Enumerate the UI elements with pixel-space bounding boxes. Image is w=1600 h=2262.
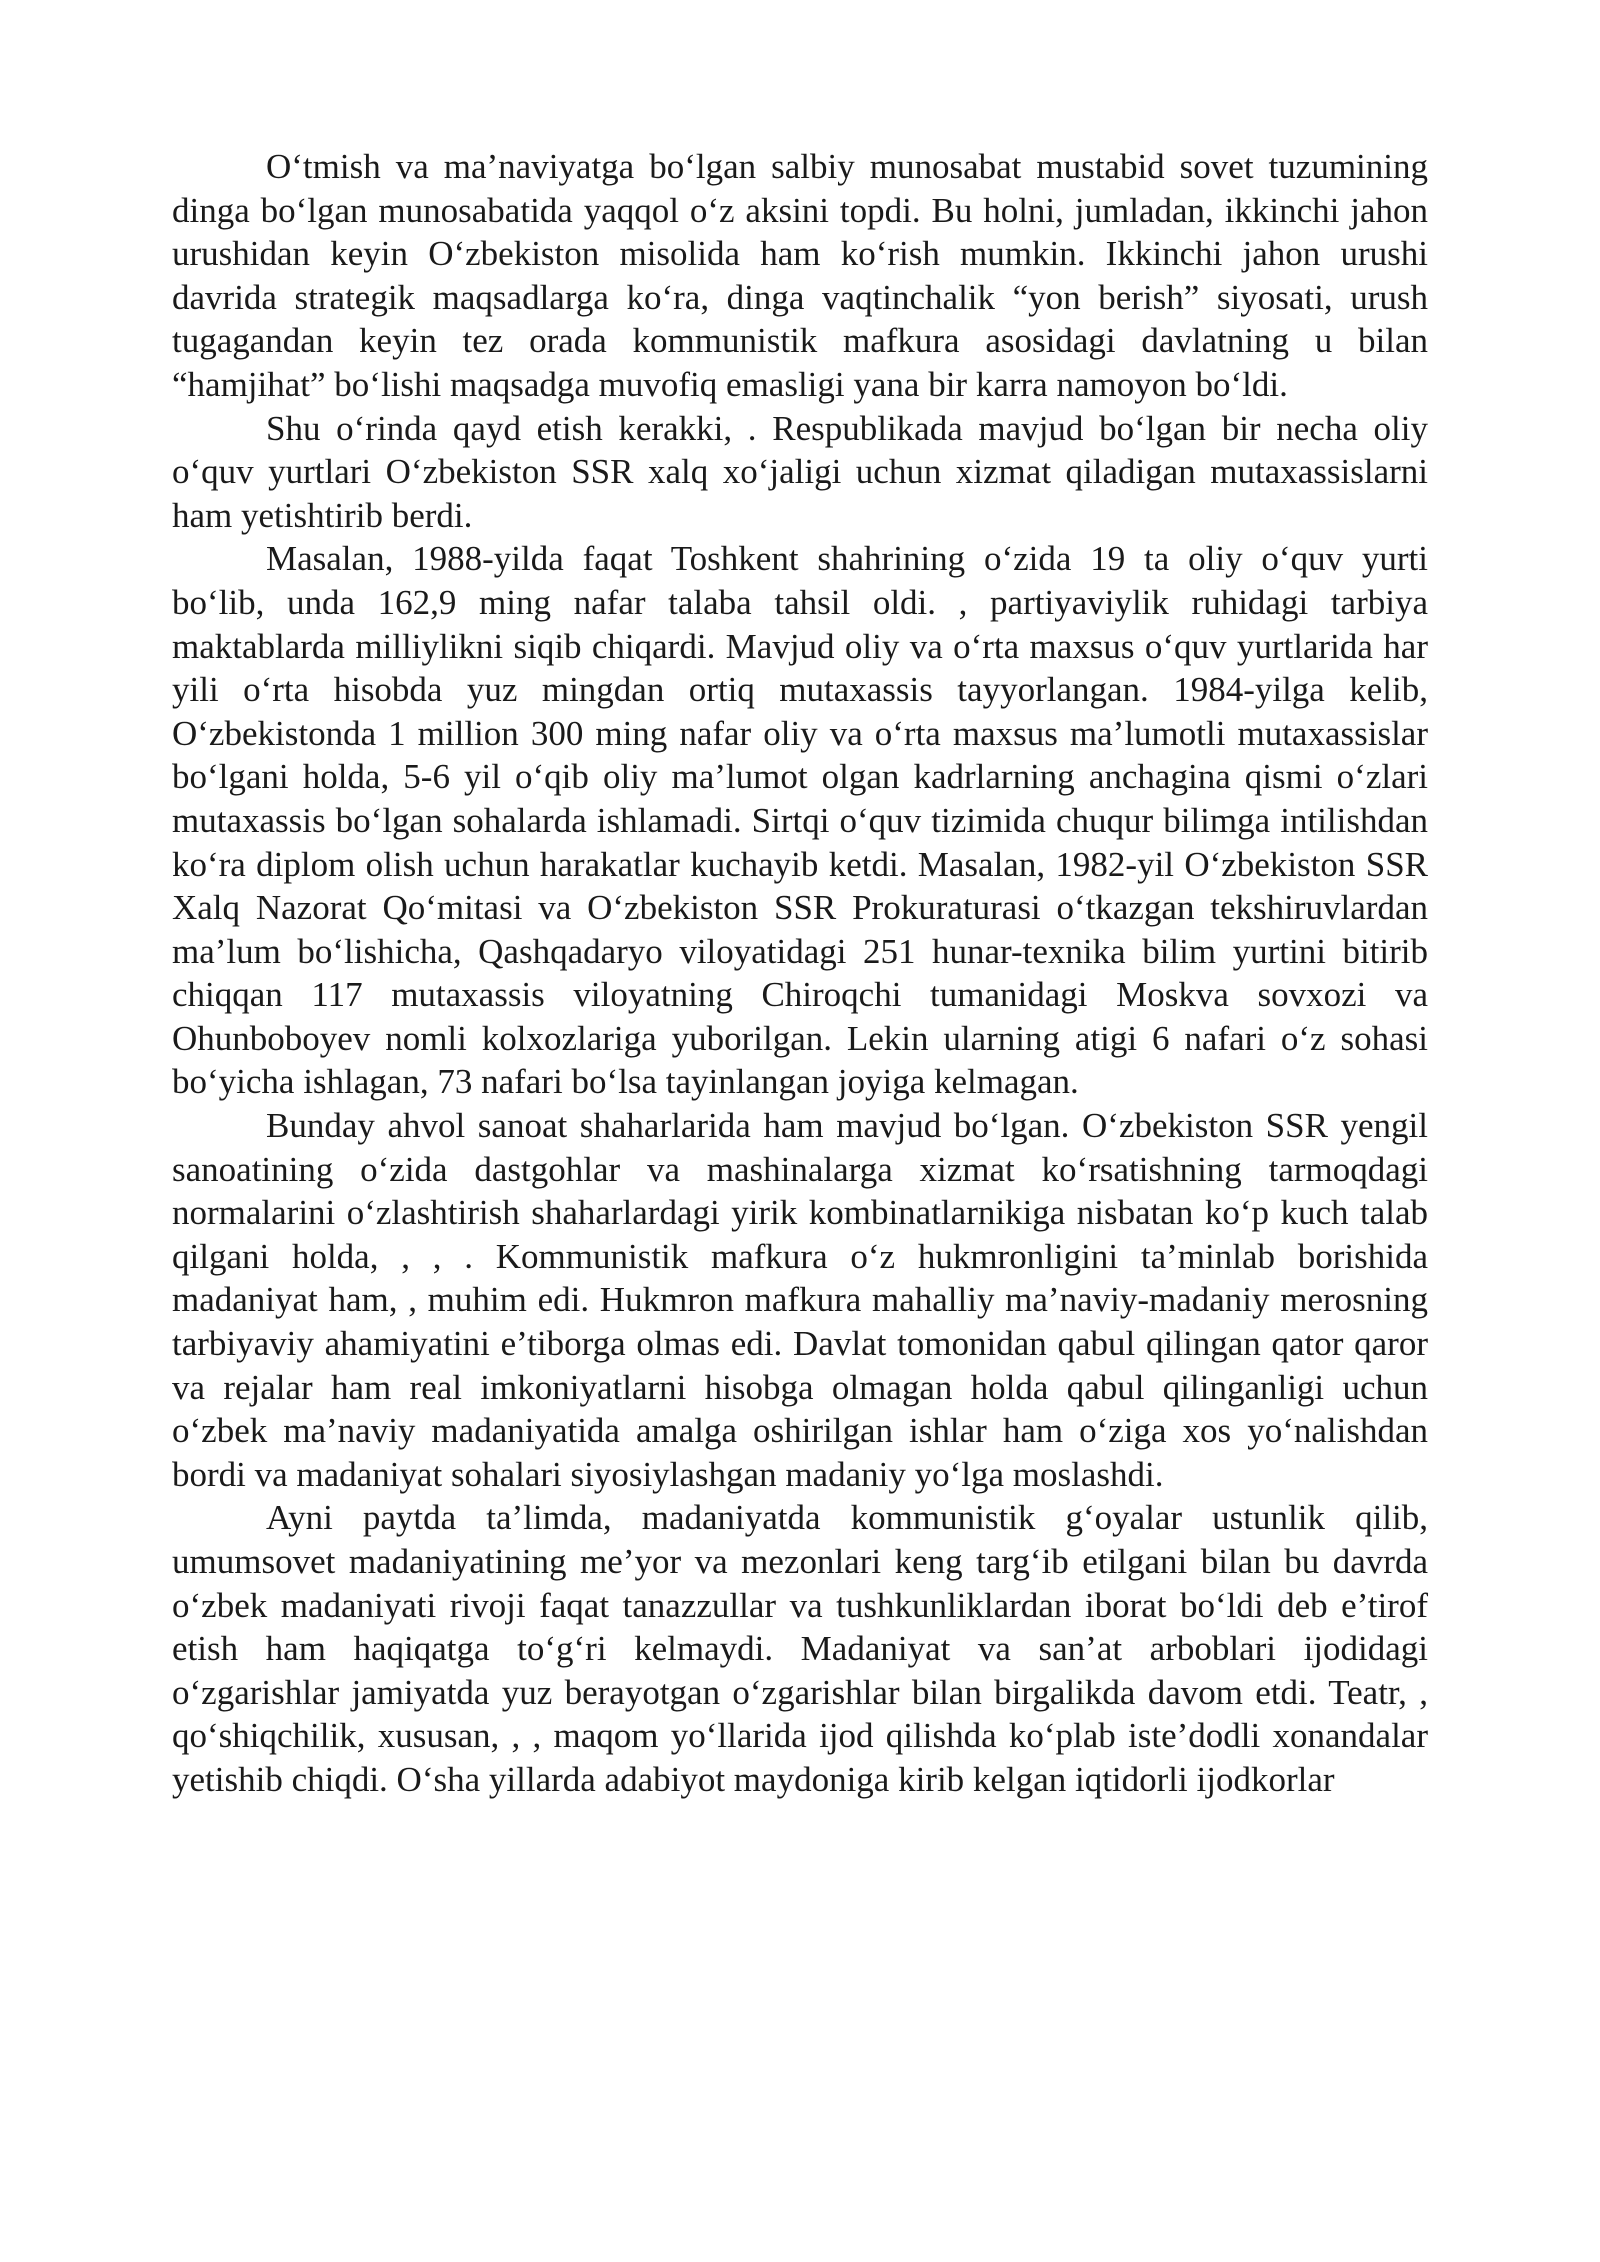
paragraph: Masalan, 1988-yilda faqat Toshkent shahrining o‘zida 19 ta oliy o‘quv yurti bo‘lib, unda 162,9 ming nafar talaba tahsil oldi. , partiyaviylik ruhidagi tarbiya maktablarda milliylikni siqib chiqardi. Mavjud oliy va o‘rta maxsus o‘quv yurtlarida har yili o‘rta hisobda yuz mingdan ortiq mutaxassis tayyorlangan. 1984-yilga kelib, O‘zbekistonda 1 million 300 ming nafar oliy va o‘rta maxsus ma’lumotli mutaxassislar bo‘lgani holda, 5-6 yil o‘qib oliy ma’lumot olgan kadrlarning anchagina qismi o‘zlari mutaxassis bo‘lgan sohalarda ishlamadi. Sirtqi o‘quv tizimida chuqur bilimga intilishdan ko‘ra diplom olish uchun harakatlar kuchayib ketdi. Masalan, 1982-yil O‘zbekiston SSR Xalq Nazorat Qo‘mitasi va O‘zbekiston SSR Prokuraturasi o‘tkazgan tekshiruvlardan ma’lum bo‘lishicha, Qashqadaryo viloyatidagi 251 hunar-texnika bilim yurtini bitirib chiqqan 117 mutaxassis viloyatning Chiroqchi tumanidagi Moskva sovxozi va Ohunboboyev nomli kolxozlariga yuborilgan. Lekin ularning atigi 6 nafari o‘z sohasi bo‘yicha ishlagan, 73 nafari bo‘lsa tayinlangan joyiga kelmagan. — [172, 539, 1428, 1102]
paragraph: Shu o‘rinda qayd etish kerakki, . Respublikada mavjud bo‘lgan bir necha oliy o‘quv yurtlari O‘zbekiston SSR xalq xo‘jaligi uchun xizmat qiladigan mutaxassislarni ham yetishtirib berdi. — [172, 408, 1428, 535]
document-body — [172, 145, 1428, 1802]
paragraph: Ayni paytda ta’limda, madaniyatda kommunistik g‘oyalar ustunlik qilib, umumsovet madaniyatining me’yor va mezonlari keng targ‘ib etilgani bilan bu davrda o‘zbek madaniyati rivoji faqat tanazzullar va tushkunliklardan iborat bo‘ldi deb e’tirof etish ham haqiqatga to‘g‘ri kelmaydi. Madaniyat va san’at arboblari ijodidagi o‘zgarishlar jamiyatda yuz berayotgan o‘zgarishlar bilan birgalikda davom etdi. Teatr, , qo‘shiqchilik, xususan, , , maqom yo‘llarida ijod qilishda ko‘plab iste’dodli xonandalar yetishib chiqdi. O‘sha yillarda adabiyot maydoniga kirib kelgan iqtidorli ijodkorlar — [172, 1498, 1428, 1799]
paragraph: O‘tmish va ma’naviyatga bo‘lgan salbiy munosabat mustabid sovet tuzumining dinga bo‘lgan munosabatida yaqqol o‘z aksini topdi. Bu holni, jumladan, ikkinchi jahon urushidan keyin O‘zbekiston misolida ham ko‘rish mumkin. Ikkinchi jahon urushi davrida strategik maqsadlarga ko‘ra, dinga vaqtinchalik “yon berish” siyosati, urush tugagandan keyin tez orada kommunistik mafkura asosidagi davlatning u bilan “hamjihat” bo‘lishi maqsadga muvofiq emasligi yana bir karra namoyon bo‘ldi. — [172, 147, 1428, 404]
paragraph: Bunday ahvol sanoat shaharlarida ham mavjud bo‘lgan. O‘zbekiston SSR yengil sanoatining o‘zida dastgohlar va mashinalarga xizmat ko‘rsatishning tarmoqdagi normalarini o‘zlashtirish shaharlardagi yirik kombinatlarnikiga nisbatan ko‘p kuch talab qilgani holda, , , . Kommunistik mafkura o‘z hukmronligini ta’minlab borishida madaniyat ham, , muhim edi. Hukmron mafkura mahalliy ma’naviy-madaniy merosning tarbiyaviy ahamiyatini e’tiborga olmas edi. Davlat tomonidan qabul qilingan qator qaror va rejalar ham real imkoniyatlarni hisobga olmagan holda qabul qilinganligi uchun o‘zbek ma’naviy madaniyatida amalga oshirilgan ishlar ham o‘ziga xos yo‘nalishdan bordi va madaniyat sohalari siyosiylashgan madaniy yo‘lga moslashdi. — [172, 1106, 1428, 1494]
